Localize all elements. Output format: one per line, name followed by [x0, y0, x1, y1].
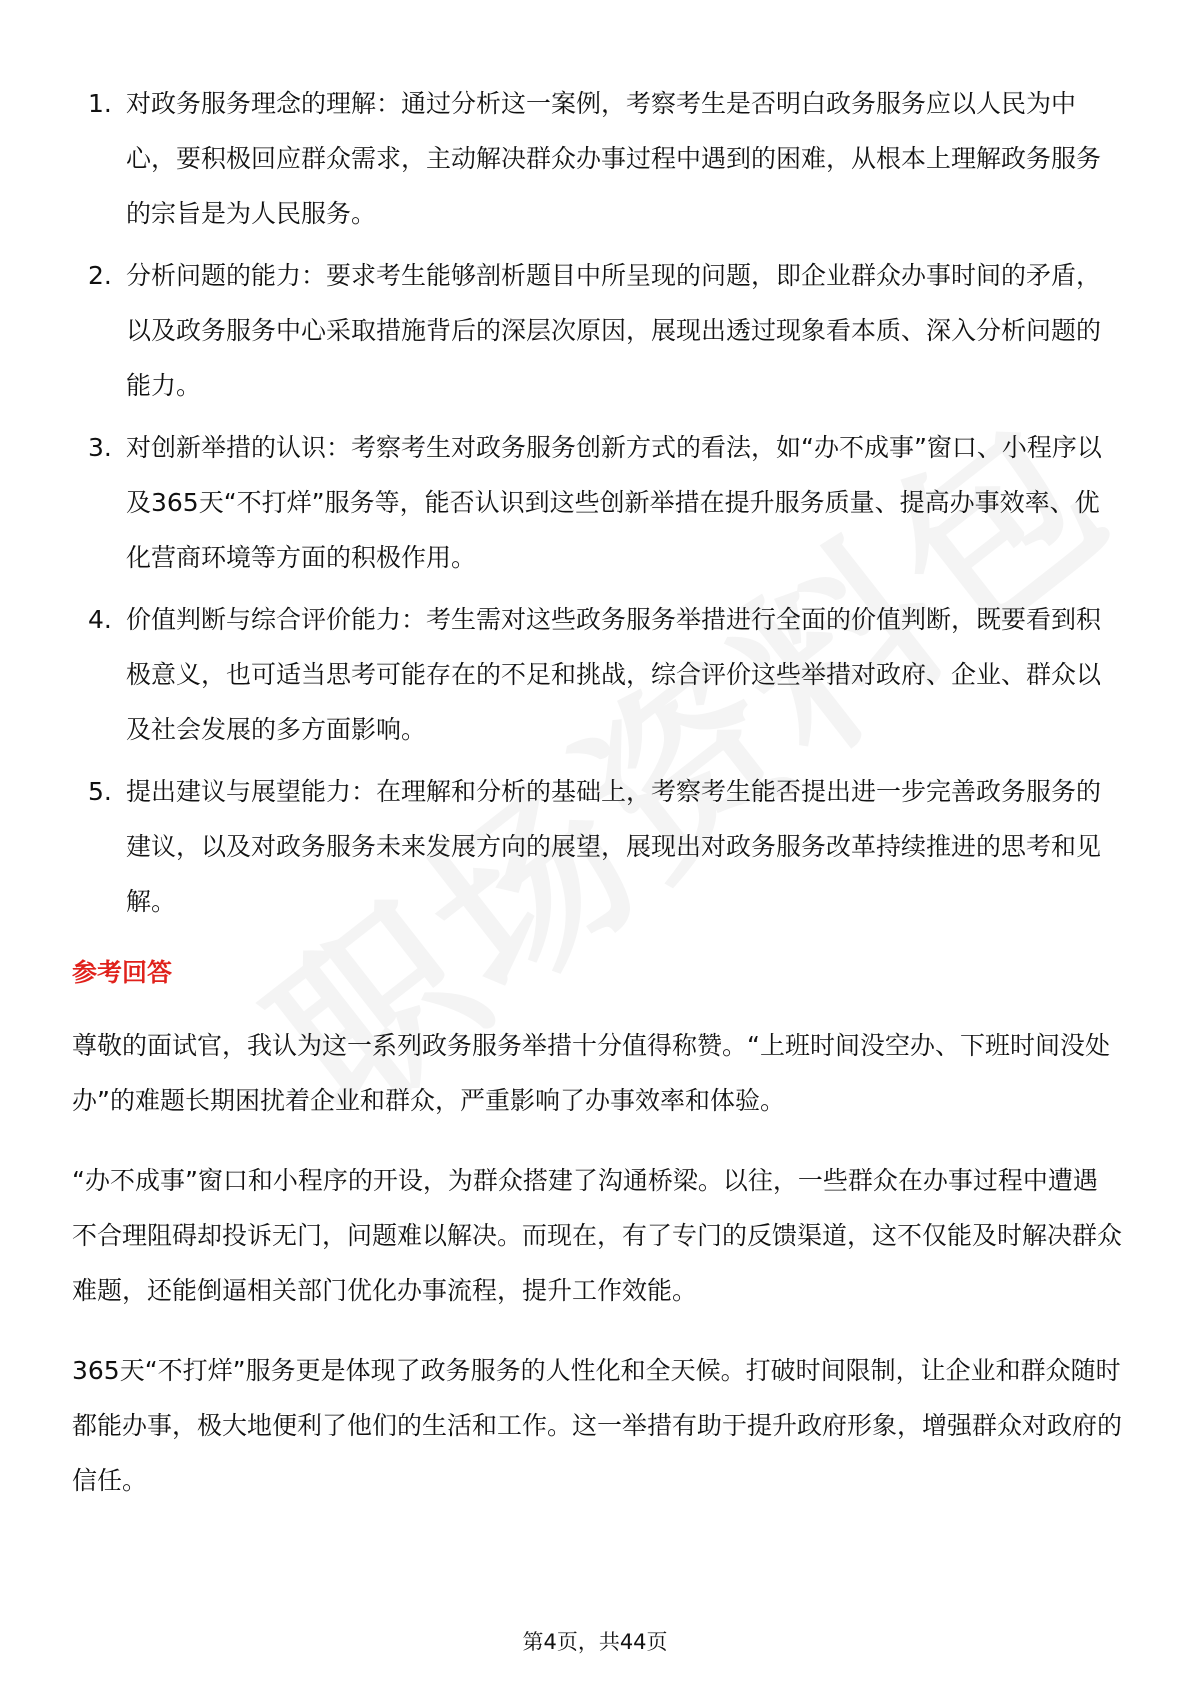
list-item [72, 764, 1122, 929]
list-item [72, 248, 1122, 413]
page-number-footer: 第4页，共44页 [522, 1630, 668, 1654]
list-item-text: 分析问题的能力：要求考生能够剖析题目中所呈现的问题，即企业群众办事时间的矛盾，以及政务服务中心采取措施背后的深层次原因，展现出透过现象看本质、深入分析问题的能力。 [126, 261, 1102, 400]
answer-paragraph: “办不成事”窗口和小程序的开设，为群众搭建了沟通桥梁。以往，一些群众在办事过程中遭遇不合理阻碍却投诉无门，问题难以解决。而现在，有了专门的反馈渠道，这不仅能及时解决群众难题，还能倒逼相关部门优化办事流程，提升工作效能。 [72, 1166, 1123, 1305]
section-title: 参考回答 [72, 958, 173, 987]
page-content [72, 76, 1122, 1533]
list-item [72, 592, 1122, 757]
list-item-text: 价值判断与综合评价能力：考生需对这些政务服务举措进行全面的价值判断，既要看到积极意义，也可适当思考可能存在的不足和挑战，综合评价这些举措对政府、企业、群众以及社会发展的多方面影响。 [126, 605, 1102, 744]
list-item-number: 3. [88, 433, 112, 462]
answer-paragraph: 365天“不打烊”服务更是体现了政务服务的人性化和全天候。打破时间限制，让企业和群众随时都能办事，极大地便利了他们的生活和工作。这一举措有助于提升政府形象，增强群众对政府的信任。 [72, 1356, 1123, 1495]
assessment-points-list [72, 76, 1122, 929]
list-item [72, 76, 1122, 241]
list-item-number: 5. [88, 777, 112, 806]
list-item-number: 2. [88, 261, 112, 290]
list-item-number: 4. [88, 605, 112, 634]
list-item-text: 对政务服务理念的理解：通过分析这一案例，考察考生是否明白政务服务应以人民为中心，要积极回应群众需求，主动解决群众办事过程中遇到的困难，从根本上理解政务服务的宗旨是为人民服务。 [126, 89, 1102, 228]
answer-paragraph: 尊敬的面试官，我认为这一系列政务服务举措十分值得称赞。“上班时间没空办、下班时间没处办”的难题长期困扰着企业和群众，严重影响了办事效率和体验。 [72, 1031, 1110, 1115]
list-item-number: 1. [88, 89, 112, 118]
list-item-text: 对创新举措的认识：考察考生对政务服务创新方式的看法，如“办不成事”窗口、小程序以及365天“不打烊”服务等，能否认识到这些创新举措在提升服务质量、提高办事效率、优化营商环境等方面的积极作用。 [126, 433, 1102, 572]
list-item [72, 420, 1122, 585]
list-item-text: 提出建议与展望能力：在理解和分析的基础上，考察考生能否提出进一步完善政务服务的建议，以及对政务服务未来发展方向的展望，展现出对政务服务改革持续推进的思考和见解。 [126, 777, 1102, 916]
